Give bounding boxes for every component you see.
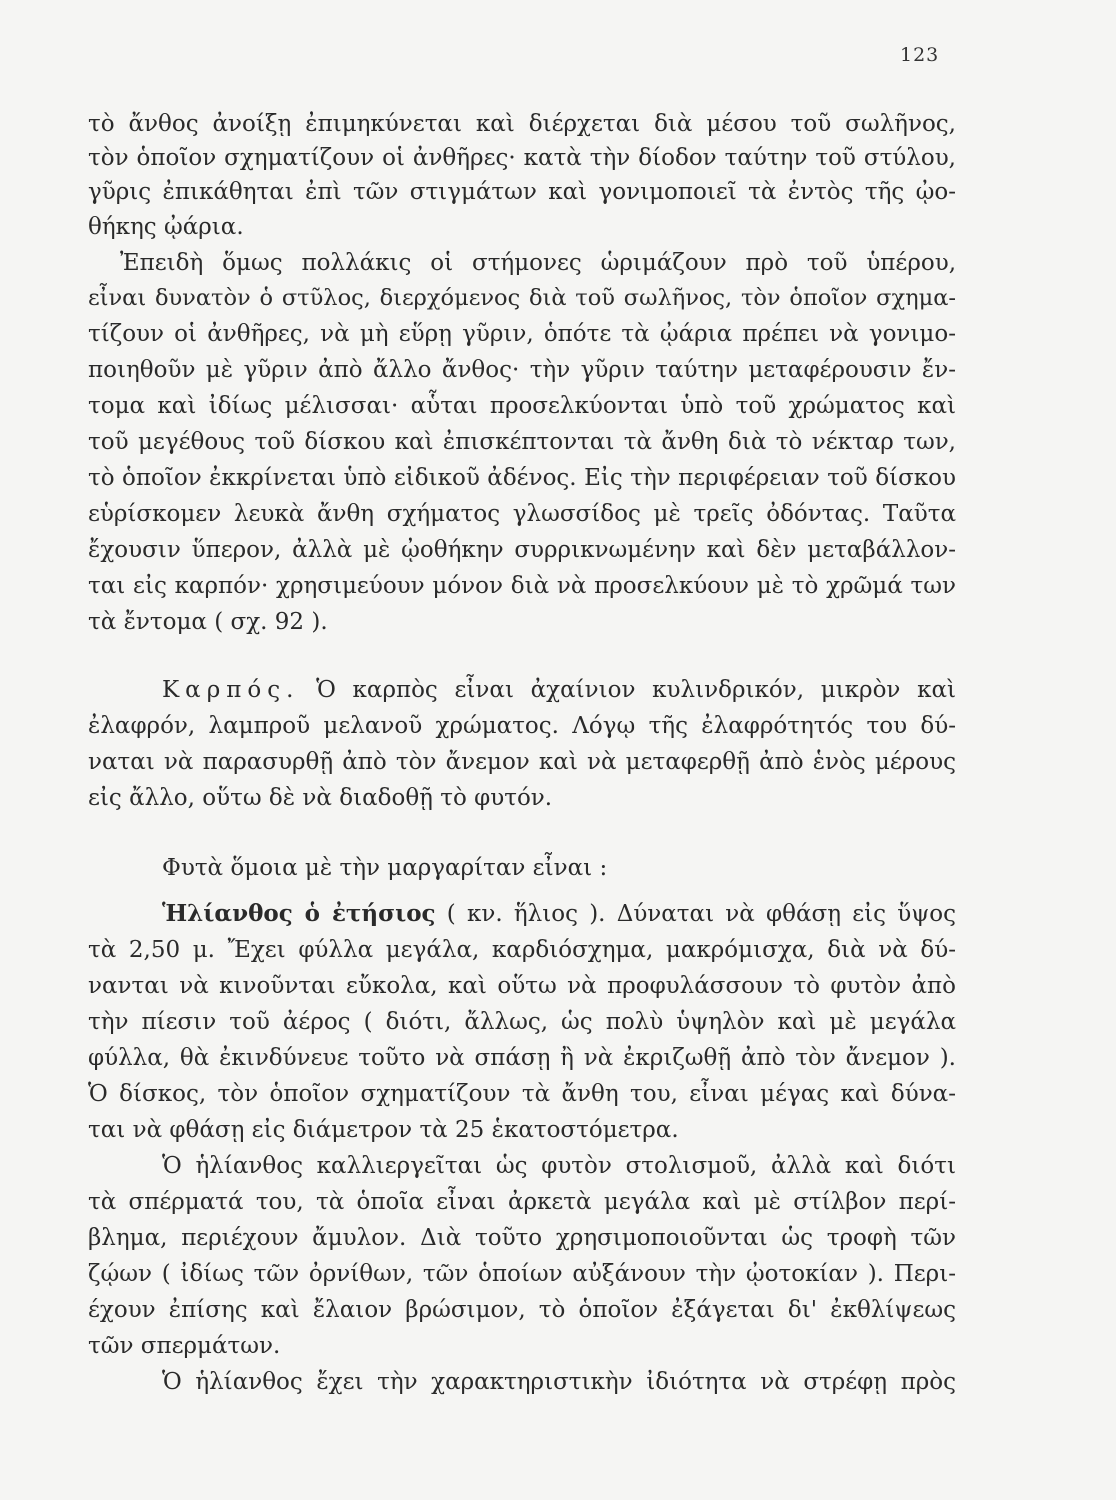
text-span: Ὁ καρπὸς εἶναι ἀχαίνιον κυλινδρικόν, μικρὸν καὶ: [316, 677, 957, 703]
text-line: τῶν σπερμάτων.: [88, 1333, 281, 1359]
text-line: έχουν ἐπίσης καὶ ἔλαιον βρώσιμον, τὸ ὁποῖον ἐξάγεται δι' ἐκθλίψεως: [88, 1297, 956, 1323]
text-line: τοῦ μεγέθους τοῦ δίσκου καὶ ἐπισκέπτονται τὰ ἄνθη διὰ τὸ νέκταρ των,: [88, 429, 956, 455]
text-line: τὰ ἔντομα ( σχ. 92 ).: [88, 609, 328, 635]
text-line: βλημα, περιέχουν ἄμυλον. Διὰ τοῦτο χρησιμοποιοῦνται ὡς τροφὴ τῶν: [88, 1225, 956, 1251]
text-line: εἶναι δυνατὸν ὁ στῦλος, διερχόμενος διὰ τοῦ σωλῆνος, τὸν ὁποῖον σχημα-: [88, 285, 956, 311]
text-line: Ὁ ἡλίανθος ἔχει τὴν χαρακτηριστικὴν ἰδιότητα νὰ στρέφῃ πρὸς: [162, 1369, 956, 1395]
text-line: ζῴων ( ἰδίως τῶν ὀρνίθων, τῶν ὁποίων αὐξάνουν τὴν ᾠοτοκίαν ). Περι-: [88, 1261, 956, 1287]
text-line: τὸ ἄνθος ἀνοίξῃ ἐπιμηκύνεται καὶ διέρχεται διὰ μέσου τοῦ σωλῆνος,: [88, 111, 956, 137]
similar-plants-line: Φυτὰ ὅμοια μὲ τὴν μαργαρίταν εἶναι :: [162, 855, 608, 881]
text-line: φύλλα, θὰ ἐκινδύνευε τοῦτο νὰ σπάσῃ ἢ νὰ ἐκριζωθῇ ἀπὸ τὸν ἄνεμον ).: [88, 1045, 956, 1071]
text-line: τὸν ὁποῖον σχηματίζουν οἱ ἀνθῆρες· κατὰ τὴν δίοδον ταύτην τοῦ στύλου,: [88, 145, 956, 171]
helianthos-heading: Ἡλίανθος ὁ ἐτήσιος: [162, 900, 436, 927]
text-line: τομα καὶ ἰδίως μέλισσαι· αὗται προσελκύονται ὑπὸ τοῦ χρώματος καὶ: [88, 393, 956, 419]
text-line: εἰς ἄλλο, οὕτω δὲ νὰ διαδοθῇ τὸ φυτόν.: [88, 785, 553, 811]
text-line: ποιηθοῦν μὲ γῦριν ἀπὸ ἄλλο ἄνθος· τὴν γῦριν ταύτην μεταφέρουσιν ἔν-: [88, 357, 956, 383]
text-line: Ἐπειδὴ ὅμως πολλάκις οἱ στήμονες ὡριμάζουν πρὸ τοῦ ὑπέρου,: [120, 250, 956, 276]
text-line: Ὁ δίσκος, τὸν ὁποῖον σχηματίζουν τὰ ἄνθη του, εἶναι μέγας καὶ δύνα-: [88, 1081, 956, 1107]
text-line: θήκης ᾠάρια.: [88, 214, 244, 240]
text-line: νανται νὰ κινοῦνται εὔκολα, καὶ οὕτω νὰ προφυλάσσουν τὸ φυτὸν ἀπὸ: [88, 973, 956, 999]
text-span: ( κν. ἥλιος ). Δύναται νὰ φθάσῃ εἰς ὕψος: [446, 901, 957, 927]
text-line: ἐλαφρόν, λαμπροῦ μελανοῦ χρώματος. Λόγῳ τῆς ἐλαφρότητός του δύ-: [88, 713, 956, 739]
text-line: τὸ ὁποῖον ἐκκρίνεται ὑπὸ εἰδικοῦ ἀδένος. Εἰς τὴν περιφέρειαν τοῦ δίσκου: [88, 465, 956, 491]
text-line: γῦρις ἐπικάθηται ἐπὶ τῶν στιγμάτων καὶ γονιμοποιεῖ τὰ ἐντὸς τῆς ᾠο-: [88, 179, 956, 205]
karpos-heading: Καρπός.: [162, 677, 300, 703]
page-number: 123: [900, 44, 940, 66]
text-line: τὰ σπέρματά του, τὰ ὁποῖα εἶναι ἀρκετὰ μεγάλα καὶ μὲ στίλβον περί-: [88, 1189, 956, 1215]
text-line: ται νὰ φθάσῃ εἰς διάμετρον τὰ 25 ἑκατοστόμετρα.: [88, 1117, 679, 1143]
text-line: τὰ 2,50 μ. Ἔχει φύλλα μεγάλα, καρδιόσχημα, μακρόμισχα, διὰ νὰ δύ-: [88, 937, 956, 963]
text-line: τίζουν οἱ ἀνθῆρες, νὰ μὴ εὕρῃ γῦριν, ὁπότε τὰ ᾠάρια πρέπει νὰ γονιμο-: [88, 321, 956, 347]
text-line: τὴν πίεσιν τοῦ ἀέρος ( διότι, ἄλλως, ὡς πολὺ ὑψηλὸν καὶ μὲ μεγάλα: [88, 1009, 956, 1035]
helianthos-first-line: [162, 900, 956, 930]
text-line: εὑρίσκομεν λευκὰ ἄνθη σχήματος γλωσσίδος μὲ τρεῖς ὀδόντας. Ταῦτα: [88, 501, 956, 527]
karpos-first-line: [162, 676, 956, 706]
text-line: ται εἰς καρπόν· χρησιμεύουν μόνον διὰ νὰ προσελκύουν μὲ τὸ χρῶμά των: [88, 573, 956, 599]
text-line: Ὁ ἡλίανθος καλλιεργεῖται ὡς φυτὸν στολισμοῦ, ἀλλὰ καὶ διότι: [162, 1153, 956, 1179]
text-line: ναται νὰ παρασυρθῇ ἀπὸ τὸν ἄνεμον καὶ νὰ μεταφερθῇ ἀπὸ ἑνὸς μέρους: [88, 749, 956, 775]
text-line: ἔχουσιν ὕπερον, ἀλλὰ μὲ ᾠοθήκην συρρικνωμένην καὶ δὲν μεταβάλλον-: [88, 537, 956, 563]
